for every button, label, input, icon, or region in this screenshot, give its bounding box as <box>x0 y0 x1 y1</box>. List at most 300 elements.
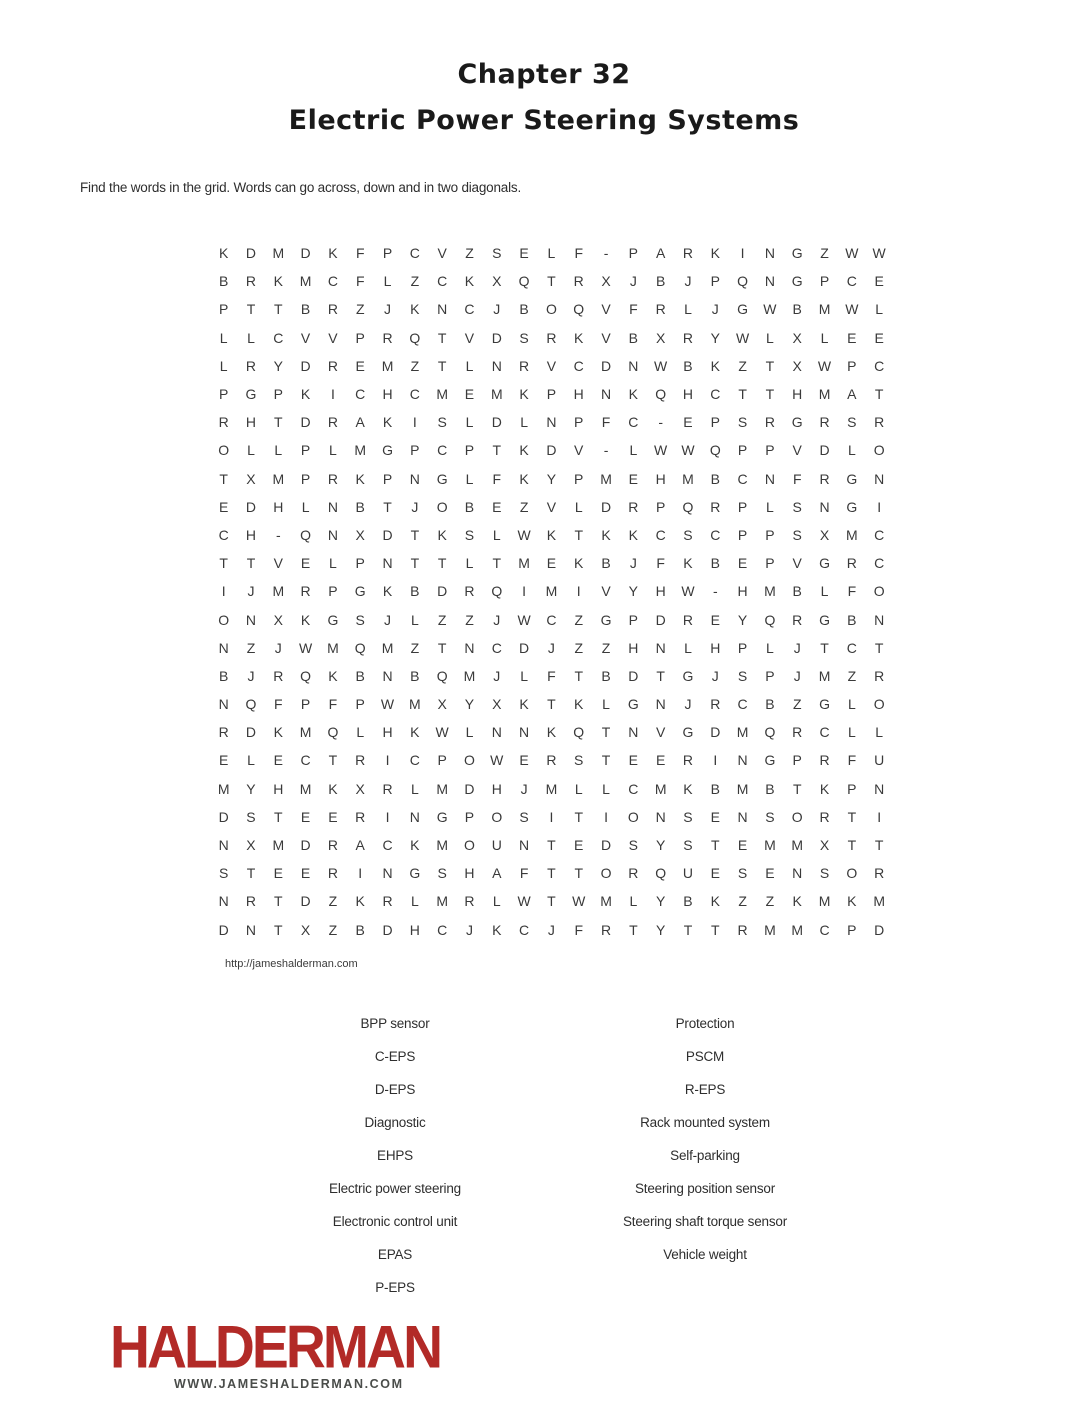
grid-cell: T <box>547 273 556 290</box>
grid-cell: M <box>272 837 285 854</box>
grid-row <box>210 887 893 915</box>
word-list-item: C-EPS <box>374 1049 416 1064</box>
grid-cell: G <box>682 667 694 684</box>
grid-cell: M <box>381 357 394 374</box>
grid-cell: B <box>410 583 420 600</box>
grid-cell: L <box>875 301 884 318</box>
grid-cell: H <box>737 583 748 600</box>
logo-brand-text: HALDERMAN <box>110 1313 441 1382</box>
grid-cell: X <box>355 780 365 797</box>
grid-cell: K <box>710 893 720 910</box>
grid-cell: L <box>219 357 228 374</box>
grid-cell: O <box>791 808 803 825</box>
grid-cell: Q <box>518 273 530 290</box>
grid-cell: N <box>764 470 775 487</box>
grid-cell: R <box>600 921 612 938</box>
grid-cell: S <box>519 329 529 346</box>
grid-cell: E <box>273 752 283 769</box>
grid-cell: T <box>383 498 392 515</box>
grid-cell: N <box>764 273 775 290</box>
grid-cell: O <box>627 808 639 825</box>
grid-cell: N <box>218 893 229 910</box>
grid-row <box>210 295 893 323</box>
grid-cell: M <box>272 583 285 600</box>
grid-cell: S <box>628 837 639 854</box>
grid-cell: P <box>355 329 365 346</box>
grid-cell: Z <box>601 639 611 656</box>
grid-cell: H <box>273 498 284 515</box>
grid-cell: D <box>300 414 311 431</box>
grid-cell: C <box>874 526 885 543</box>
grid-cell: L <box>247 329 255 346</box>
grid-cell: Z <box>792 696 802 713</box>
grid-cell: J <box>629 273 637 290</box>
grid-cell: E <box>519 752 529 769</box>
grid-cell: N <box>874 611 885 628</box>
grid-cell: K <box>819 780 830 797</box>
grid-cell: Z <box>328 893 338 910</box>
grid-cell: K <box>355 470 365 487</box>
grid-cell: E <box>874 273 884 290</box>
grid-cell: N <box>382 555 393 572</box>
grid-row <box>210 831 893 859</box>
grid-cell: H <box>382 724 393 741</box>
grid-cell: K <box>519 386 529 403</box>
grid-cell: D <box>437 583 448 600</box>
grid-cell: E <box>737 555 748 572</box>
grid-cell: J <box>274 639 282 656</box>
grid-cell: R <box>846 555 857 572</box>
grid-cell: K <box>410 301 420 318</box>
grid-cell: P <box>710 273 720 290</box>
grid-cell: P <box>765 442 775 459</box>
grid-cell: E <box>710 611 720 628</box>
grid-cell: F <box>355 245 365 262</box>
grid-cell: Z <box>410 639 420 656</box>
grid-cell: L <box>465 470 474 487</box>
word-list-item: Steering position sensor <box>634 1181 776 1196</box>
grid-cell: - <box>712 583 718 600</box>
grid-cell: G <box>819 611 830 628</box>
grid-cell: S <box>437 865 447 882</box>
grid-cell: X <box>792 329 802 346</box>
grid-cell: P <box>819 273 830 290</box>
grid-cell: L <box>356 724 365 741</box>
grid-cell: K <box>273 273 283 290</box>
grid-cell: H <box>273 780 284 797</box>
grid-cell: S <box>737 865 748 882</box>
grid-cell: W <box>380 696 395 713</box>
grid-cell: K <box>492 921 502 938</box>
grid-cell: X <box>819 837 830 854</box>
grid-cell: B <box>847 611 857 628</box>
grid-row <box>210 465 893 493</box>
grid-cell: V <box>546 357 557 374</box>
grid-row <box>210 436 893 464</box>
grid-cell: Y <box>710 329 720 346</box>
grid-cell: B <box>765 696 775 713</box>
grid-cell: P <box>382 470 393 487</box>
grid-row <box>210 493 893 521</box>
grid-cell: L <box>766 329 774 346</box>
grid-cell: T <box>547 696 556 713</box>
grid-cell: T <box>574 808 583 825</box>
grid-cell: - <box>603 245 609 262</box>
grid-row <box>210 605 893 633</box>
grid-cell: H <box>245 526 257 543</box>
grid-cell: D <box>628 667 639 684</box>
grid-cell: X <box>300 921 311 938</box>
grid-cell: Q <box>354 639 366 656</box>
grid-cell: U <box>682 865 694 882</box>
grid-cell: T <box>274 893 283 910</box>
grid-cell: J <box>247 583 255 600</box>
grid-row <box>210 916 893 944</box>
grid-cell: B <box>519 301 529 318</box>
grid-cell: R <box>764 414 775 431</box>
grid-cell: M <box>354 442 367 459</box>
grid-cell: I <box>549 808 554 825</box>
grid-cell: K <box>683 780 693 797</box>
grid-cell: R <box>682 329 694 346</box>
grid-cell: R <box>382 893 393 910</box>
grid-cell: P <box>218 301 229 318</box>
word-list-item: Electric power steering <box>329 1181 461 1196</box>
grid-cell: D <box>382 921 393 938</box>
grid-cell: T <box>574 865 583 882</box>
grid-cell: D <box>491 329 502 346</box>
grid-cell: T <box>437 639 447 656</box>
grid-cell: X <box>355 526 365 543</box>
grid-cell: J <box>384 611 392 628</box>
grid-cell: - <box>658 414 663 431</box>
grid-cell: D <box>245 724 257 741</box>
grid-cell: Z <box>820 245 829 262</box>
grid-cell: N <box>546 414 557 431</box>
grid-cell: R <box>682 611 694 628</box>
grid-cell: P <box>737 639 748 656</box>
grid-cell: V <box>792 555 802 572</box>
grid-cell: C <box>819 724 830 741</box>
grid-cell: T <box>738 386 747 403</box>
grid-cell: V <box>792 442 802 459</box>
grid-cell: G <box>846 498 858 515</box>
grid-cell: T <box>711 837 720 854</box>
grid-cell: S <box>492 245 502 262</box>
grid-cell: S <box>765 808 775 825</box>
grid-cell: D <box>600 837 612 854</box>
grid-cell: B <box>355 498 365 515</box>
grid-cell: S <box>355 611 365 628</box>
grid-cell: R <box>245 357 257 374</box>
grid-cell: P <box>574 470 584 487</box>
grid-cell: L <box>520 414 528 431</box>
grid-cell: W <box>763 301 777 318</box>
grid-cell: R <box>327 837 338 854</box>
grid-cell: J <box>247 667 255 684</box>
grid-cell: J <box>711 667 719 684</box>
grid-cell: I <box>385 752 390 769</box>
grid-cell: Y <box>273 357 283 374</box>
grid-cell: H <box>382 386 393 403</box>
word-list-item: Steering shaft torque sensor <box>622 1214 787 1229</box>
grid-cell: M <box>518 555 530 572</box>
grid-cell: O <box>436 498 448 515</box>
grid-cell: L <box>629 442 638 459</box>
grid-cell: I <box>604 808 608 825</box>
grid-cell: R <box>382 780 393 797</box>
word-list-item: Diagnostic <box>364 1115 426 1130</box>
grid-cell: S <box>519 808 529 825</box>
grid-cell: T <box>274 921 283 938</box>
grid-cell: R <box>218 414 229 431</box>
grid-cell: C <box>874 555 885 572</box>
grid-cell: H <box>792 386 803 403</box>
grid-cell: M <box>299 780 312 797</box>
grid-cell: Z <box>519 498 529 515</box>
grid-cell: K <box>792 893 802 910</box>
grid-cell: E <box>847 329 857 346</box>
grid-cell: U <box>491 837 502 854</box>
grid-cell: O <box>873 583 885 600</box>
grid-cell: U <box>874 752 885 769</box>
grid-row <box>210 267 893 295</box>
grid-cell: G <box>791 273 803 290</box>
grid-cell: W <box>654 357 668 374</box>
grid-cell: O <box>464 837 475 854</box>
grid-cell: I <box>877 498 882 515</box>
grid-cell: I <box>221 583 226 600</box>
grid-cell: P <box>328 583 338 600</box>
grid-cell: M <box>409 696 421 713</box>
grid-cell: L <box>847 696 856 713</box>
grid-cell: J <box>684 696 692 713</box>
grid-cell: L <box>329 555 337 572</box>
grid-cell: K <box>546 526 557 543</box>
grid-cell: X <box>437 696 447 713</box>
grid-cell: D <box>300 245 311 262</box>
grid-cell: C <box>437 921 448 938</box>
grid-cell: E <box>519 245 529 262</box>
grid-cell: I <box>740 245 745 262</box>
word-list-item: BPP sensor <box>360 1016 430 1031</box>
grid-cell: I <box>330 386 335 403</box>
grid-cell: G <box>846 470 858 487</box>
grid-cell: X <box>246 470 256 487</box>
grid-cell: P <box>574 414 584 431</box>
grid-cell: B <box>710 555 720 572</box>
grid-cell: E <box>710 808 720 825</box>
grid-cell: X <box>246 837 256 854</box>
grid-cell: F <box>328 696 338 713</box>
grid-row <box>210 408 893 436</box>
grid-cell: K <box>574 329 584 346</box>
grid-cell: Z <box>465 611 474 628</box>
grid-cell: M <box>272 245 285 262</box>
grid-cell: I <box>412 414 417 431</box>
grid-cell: K <box>574 555 584 572</box>
grid-cell: G <box>791 245 803 262</box>
grid-cell: J <box>793 639 801 656</box>
grid-cell: C <box>409 386 420 403</box>
grid-cell: L <box>465 555 474 572</box>
word-list-item: Self-parking <box>670 1148 740 1163</box>
grid-cell: K <box>218 245 229 262</box>
grid-cell: N <box>409 808 420 825</box>
grid-cell: D <box>464 780 475 797</box>
grid-cell: Z <box>410 357 420 374</box>
grid-cell: T <box>492 555 502 572</box>
grid-cell: N <box>409 470 420 487</box>
grid-cell: C <box>382 837 393 854</box>
grid-cell: Q <box>436 667 448 684</box>
grid-cell: B <box>355 667 365 684</box>
grid-cell: C <box>464 301 475 318</box>
grid-cell: X <box>792 357 802 374</box>
title-chapter: Chapter 32 <box>457 59 631 90</box>
grid-cell: M <box>436 386 448 403</box>
grid-cell: M <box>600 893 612 910</box>
grid-cell: K <box>410 724 420 741</box>
grid-cell: L <box>329 442 337 459</box>
word-list-item: R-EPS <box>684 1082 726 1097</box>
grid-cell: R <box>464 893 475 910</box>
grid-cell: P <box>355 696 365 713</box>
grid-cell: V <box>273 555 283 572</box>
grid-cell: B <box>300 301 311 318</box>
grid-cell: F <box>847 752 857 769</box>
grid-cell: C <box>355 386 366 403</box>
grid-cell: G <box>327 611 339 628</box>
grid-cell: N <box>628 357 639 374</box>
grid-cell: Y <box>464 696 475 713</box>
grid-cell: A <box>492 865 502 882</box>
grid-cell: Q <box>573 724 585 741</box>
grid-cell: K <box>382 583 393 600</box>
grid-cell: Z <box>847 667 857 684</box>
grid-cell: K <box>328 780 338 797</box>
grid-cell: N <box>874 470 885 487</box>
grid-cell: R <box>355 752 366 769</box>
grid-cell: N <box>792 865 803 882</box>
grid-cell: R <box>327 470 338 487</box>
grid-cell: N <box>245 611 257 628</box>
grid-cell: L <box>629 893 638 910</box>
grid-cell: C <box>846 639 857 656</box>
grid-cell: M <box>327 639 339 656</box>
word-list-item: Electronic control unit <box>332 1214 458 1229</box>
grid-cell: W <box>435 724 449 741</box>
grid-cell: E <box>628 752 639 769</box>
grid-cell: R <box>682 245 694 262</box>
grid-cell: S <box>792 498 802 515</box>
word-list-item: EHPS <box>377 1148 413 1163</box>
grid-cell: D <box>874 921 885 938</box>
grid-row <box>210 662 893 690</box>
grid-cell: D <box>300 893 311 910</box>
grid-cell: B <box>355 921 365 938</box>
grid-cell: P <box>710 414 720 431</box>
grid-cell: N <box>764 245 775 262</box>
grid-cell: L <box>602 696 610 713</box>
grid-cell: C <box>737 696 748 713</box>
grid-cell: B <box>792 583 802 600</box>
grid-cell: F <box>656 555 665 572</box>
grid-cell: N <box>382 667 393 684</box>
grid-cell: N <box>218 639 229 656</box>
grid-cell: L <box>410 611 419 628</box>
grid-cell: G <box>627 696 639 713</box>
grid-cell: T <box>765 386 775 403</box>
grid-row <box>210 634 893 662</box>
grid-cell: O <box>545 301 557 318</box>
grid-cell: P <box>355 555 365 572</box>
grid-cell: M <box>600 470 612 487</box>
grid-cell: R <box>382 329 393 346</box>
grid-cell: S <box>792 526 802 543</box>
grid-cell: M <box>736 724 749 741</box>
grid-cell: K <box>328 667 338 684</box>
grid-cell: M <box>463 667 476 684</box>
grid-cell: W <box>517 526 531 543</box>
grid-cell: G <box>819 696 830 713</box>
grid-cell: T <box>492 442 502 459</box>
grid-cell: K <box>355 893 365 910</box>
grid-cell: C <box>491 639 502 656</box>
grid-cell: F <box>574 245 583 262</box>
grid-cell: P <box>655 498 666 515</box>
word-search-grid <box>210 239 893 944</box>
grid-cell: Q <box>300 526 312 543</box>
grid-row <box>210 746 893 774</box>
grid-cell: G <box>245 386 257 403</box>
logo-website-text: WWW.JAMESHALDERMAN.COM <box>174 1377 404 1391</box>
grid-cell: Y <box>246 780 256 797</box>
grid-cell: Z <box>246 639 256 656</box>
grid-cell: J <box>493 667 501 684</box>
grid-cell: P <box>464 442 475 459</box>
grid-cell: M <box>545 583 558 600</box>
grid-cell: B <box>410 667 420 684</box>
grid-cell: W <box>681 442 695 459</box>
grid-cell: P <box>765 555 775 572</box>
grid-cell: O <box>218 442 230 459</box>
grid-cell: S <box>683 808 693 825</box>
grid-cell: R <box>710 498 721 515</box>
grid-cell: M <box>791 921 804 938</box>
grid-cell: G <box>436 808 448 825</box>
grid-cell: W <box>490 752 504 769</box>
grid-cell: M <box>818 386 831 403</box>
grid-cell: W <box>572 893 586 910</box>
grid-cell: A <box>355 837 365 854</box>
grid-cell: Q <box>300 667 312 684</box>
grid-cell: T <box>629 921 638 938</box>
grid-cell: K <box>546 724 557 741</box>
grid-cell: C <box>737 470 748 487</box>
grid-cell: T <box>274 808 283 825</box>
grid-cell: M <box>436 780 448 797</box>
grid-cell: S <box>819 865 830 882</box>
grid-cell: G <box>682 724 694 741</box>
grid-cell: Z <box>738 893 747 910</box>
grid-cell: M <box>299 724 312 741</box>
grid-cell: O <box>873 696 885 713</box>
grid-cell: D <box>600 357 612 374</box>
grid-cell: K <box>328 245 338 262</box>
grid-cell: C <box>874 357 885 374</box>
grid-cell: L <box>684 301 692 318</box>
